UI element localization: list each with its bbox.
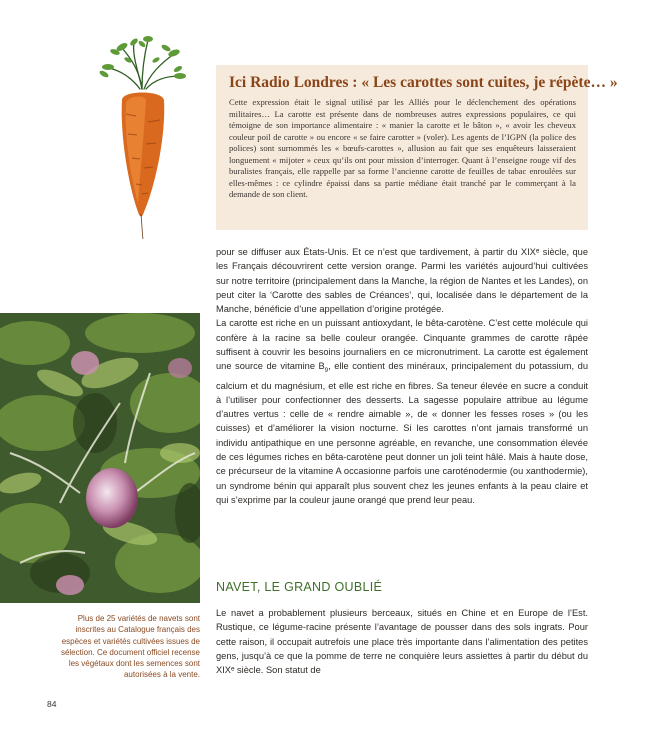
paragraph-carrot-history: pour se diffuser aux États-Unis. Et ce n’est que tardivement, à partir du XIXᵉ siècle, que les Français découvrirent cette version orange. Parmi les variétés aujourd’hui cultivées sur notre territoire (principalement dans la Manche, la région de Nantes et les Landes), on peut citer la ‘Carotte des sables de Créances’, qui, localisée dans le département de la Manche, bénéficie d’une appellation d’origine protégée. <box>216 247 588 315</box>
callout-body: Cette expression était le signal utilisé par les Alliés pour le déclenchement des opérations militaires… La carotte est présente dans de nombreuses autres expressions populaires, ce qui témoigne de son importance alimentaire : « manier la carotte et le bâton », « avoir les cheveux couleur poil de carotte » ou encore « se faire carotter » (voler). Les agents de l’IGPN (la police des polices) sont surnommés les « bœufs-carottes », allusion au fait que ses enquêteurs laisseraient longuement « mijoter » ceux qu’ils ont pour mission d’interroger. Quant à l’enseigne rouge vif des buralistes français, elle rappelle par sa forme l’ancienne carotte de feuilles de tabac enroulées sur elles-mêmes : ce cylindre épaissi dans sa partie médiane était tranché par le commerçant à la demande de son client. <box>229 97 576 199</box>
section-heading-navet: NAVET, LE GRAND OUBLIÉ <box>216 580 383 594</box>
page-number: 84 <box>47 699 57 709</box>
photo-caption: Plus de 25 variétés de navets sont inscrites au Catalogue français des espèces et variétés cultivées issues de sélection. Ce document officiel recense les végétaux dont les semences sont autorisées à la vente. <box>60 614 200 680</box>
main-column-top <box>216 245 588 507</box>
main-column-bottom <box>216 606 588 677</box>
callout-title: Ici Radio Londres : « Les carottes sont cuites, je répète… » <box>229 74 618 91</box>
vitamin-subscript: 9 <box>324 368 329 375</box>
paragraph-carrot-nutrition <box>216 316 588 507</box>
paragraph-carrot-nutrition-start: La carotte est riche en un puissant antioxydant, le bêta-carotène. C’est cette molécule qui confère à la racine sa belle couleur orangée. Cinquante grammes de carotte râpée suffisent à couvrir les besoins journaliers en ce micronutriment. La carotte est également une source de vitamine B <box>216 318 588 372</box>
callout-box <box>216 65 618 230</box>
paragraph-navet: Le navet a probablement plusieurs berceaux, situés en Chine et en Europe de l’Est. Rustique, ce légume-racine présente l’avantage de pousser dans des sols ingrats. Pour cette raison, il occupait autrefois une place très importante dans l’alimentation des petites gens, jusqu’à ce que la pomme de terre ne conquière leurs assiettes à partir du début du XIXᵉ siècle. Son statut de <box>216 608 588 676</box>
turnip-field-photo <box>0 313 200 603</box>
paragraph-carrot-nutrition-end: , elle contient des minéraux, principalement du potassium, du calcium et du magnésium, et elle est riche en fibres. Sa teneur élevée en sucre a conduit à l’utiliser pour confectionner des desserts. La sagesse populaire attribue au légume d’autres vertus : celle de « rendre aimable », de « donner les fesses roses » (ou les cuisses) et d’améliorer la vision nocturne. Si les carottes n’ont jamais transformé un individu antipathique en une personne agréable, en revanche, une consommation élevée de ces légumes riches en bêta-carotène peut donner un joli teint hâlé. Mais à haute dose, ce précurseur de la vitamine A occasionne parfois une caroténodermie (ou xanthodermie), un syndrome bénin qui apparaît plus souvent chez les jeunes enfants à la peau claire et qui s’exprime par la couleur jaune orangé que prend leur peau. <box>216 361 588 505</box>
carrot-illustration <box>96 34 188 239</box>
